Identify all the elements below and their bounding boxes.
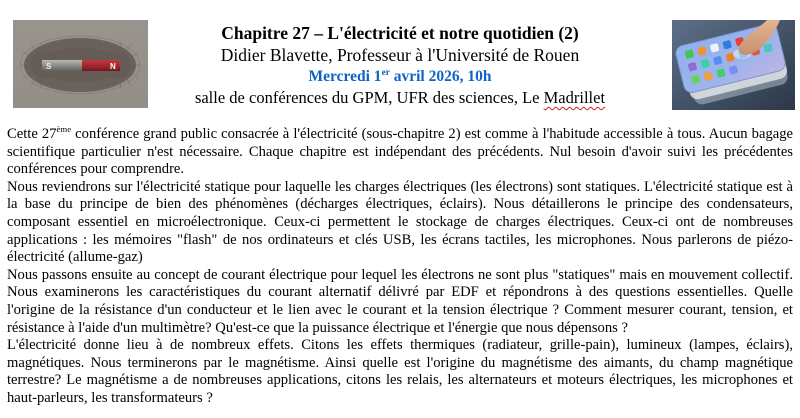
tablet-touch-photo — [672, 20, 795, 110]
paragraph-4: L'électricité donne lieu à de nombreux effets. Citons les effets thermiques (radiateur, grille-pain), lumineux (lampes, éclairs), magnétiques. Nous terminerons par le magnétisme. Ainsi quelle est l'origine du magnétisme des aimants, du champ magnétique terrestre? Le magnétisme a de nombreuses applications, citons les relais, les alternateurs et moteurs électriques, les microphones et haut-parleurs, les transformateurs ? — [7, 337, 793, 406]
date-line: Mercredi 1er avril 2026, 10h — [308, 67, 492, 85]
ordinal-superscript: ème — [56, 124, 72, 135]
ordinal-superscript: er — [381, 67, 390, 78]
bar-magnet — [42, 60, 120, 71]
chapter-title: Chapitre 27 – L'électricité et notre quotidien (2) — [221, 23, 579, 43]
magnet-south-pole-label: S — [46, 62, 52, 71]
magnet-north-pole-label: N — [110, 62, 116, 71]
speaker-line: Didier Blavette, Professeur à l'Université de Rouen — [220, 45, 580, 65]
title-block — [150, 22, 650, 109]
body-text — [0, 120, 800, 408]
paragraph-3: Nous passons ensuite au concept de courant électrique pour lequel les électrons ne sont plus "statiques" mais en mouvement collectif. Nous examinerons les caractéristiques du courant alternatif délivré par EDF et répondrons à des questions essentielles. Quelle l'origine de la résistance d'un conducteur et le lien avec le courant et la tension électrique ? Comment mesurer courant, tension, et résistance à l'aide d'un multimètre? Qu'est-ce que la puissance électrique et l'énergie que nous dépensons ? — [7, 266, 793, 336]
header — [0, 0, 800, 120]
venue-line: salle de conférences du GPM, UFR des sciences, Le Madrillet — [194, 88, 606, 107]
spellcheck-underlined-word: Madrillet — [543, 88, 606, 107]
paragraph-2: Nous reviendrons sur l'électricité statique pour laquelle les charges électriques (les électrons) sont statiques. L'électricité statique est à la base du principe de bien des phénomènes (décharges électriques, éclairs). Nous détaillerons le principe des condensateurs, composant essentiel en microélectronique. Ceux-ci permettent le stockage de charges électriques. Ceux-ci ont de nombreuses applications : les mémoires "flash" de nos ordinateurs et clés USB, les écrans tactiles, les microphones. Nous parlerons de piézo-électricité (allume-gaz) — [7, 178, 793, 266]
magnet-iron-filings-photo — [13, 20, 148, 108]
paragraph-1: Cette 27ème conférence grand public consacrée à l'électricité (sous-chapitre 2) est comme à l'habitude accessible à tous. Aucun bagage scientifique particulier n'est nécessaire. Chaque chapitre est indépendant des précédents. Nul besoin d'avoir suivi les précédentes conférences pour comprendre. — [7, 124, 793, 178]
